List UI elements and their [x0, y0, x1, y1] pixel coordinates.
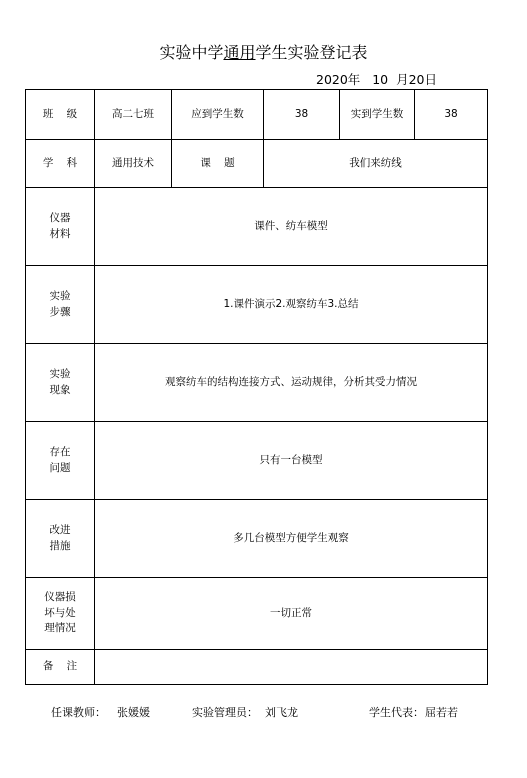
improvements-value: 多几台模型方便学生观察 [95, 500, 488, 578]
student-rep-name: 屈若若 [425, 706, 458, 719]
damage-value: 一切正常 [95, 578, 488, 650]
topic-label: 课 题 [172, 140, 264, 188]
problems-value: 只有一台模型 [95, 422, 488, 500]
actual-students-label: 实到学生数 [340, 90, 415, 140]
equipment-value: 课件、纺车模型 [95, 188, 488, 266]
improvements-label: 改进 措施 [26, 500, 95, 578]
subject-label: 学 科 [26, 140, 95, 188]
phenomena-value: 观察纺车的结构连接方式、运动规律，分析其受力情况 [95, 344, 488, 422]
expected-students-label: 应到学生数 [172, 90, 264, 140]
table-row [26, 344, 488, 422]
table-row [26, 650, 488, 685]
steps-label: 实验 步骤 [26, 266, 95, 344]
table-row [26, 500, 488, 578]
problems-label: 存在 问题 [26, 422, 95, 500]
manager-name: 刘飞龙 [265, 706, 298, 719]
table-row [26, 140, 488, 188]
expected-students-value: 38 [264, 90, 340, 140]
title-underlined-subject: 通用 [223, 43, 256, 62]
topic-value: 我们来纺线 [264, 140, 488, 188]
remarks-label: 备 注 [26, 650, 95, 685]
table-row [26, 90, 488, 140]
manager-label: 实验管理员： [192, 706, 258, 719]
class-label: 班 级 [26, 90, 95, 140]
teacher-label: 任课教师： [51, 706, 106, 719]
title-suffix: 学生实验登记表 [255, 43, 368, 62]
actual-students-value: 38 [415, 90, 488, 140]
equipment-label: 仪器 材料 [26, 188, 95, 266]
class-value: 高二七班 [95, 90, 172, 140]
table-row [26, 422, 488, 500]
phenomena-label: 实验 现象 [26, 344, 95, 422]
date: 2020年 10 月20日 [316, 72, 437, 87]
table-row [26, 578, 488, 650]
page-title [0, 40, 527, 63]
title-prefix: 实验中学 [159, 43, 224, 62]
damage-label: 仪器损 坏与处 理情况 [26, 578, 95, 650]
remarks-value [95, 650, 488, 685]
teacher-name: 张媛媛 [117, 706, 150, 719]
student-rep-label: 学生代表： [369, 706, 424, 719]
registration-table [25, 89, 488, 685]
subject-value: 通用技术 [95, 140, 172, 188]
steps-value: 1.课件演示2.观察纺车3.总结 [95, 266, 488, 344]
table-row [26, 188, 488, 266]
table-row [26, 266, 488, 344]
